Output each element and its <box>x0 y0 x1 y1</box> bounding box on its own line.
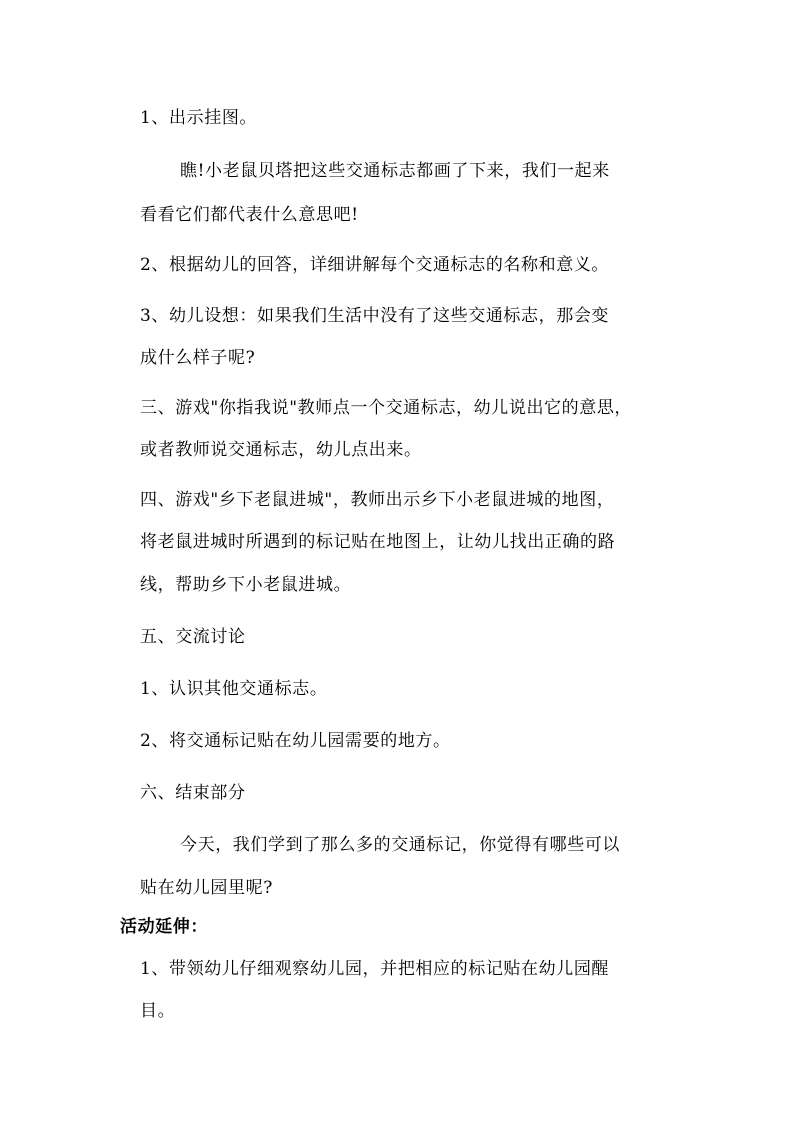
closing-paragraph-line-2: 贴在幼儿园里呢? <box>140 878 273 898</box>
step-3-imagine-line-2: 成什么样子呢? <box>140 348 256 368</box>
section-3-game-line-2: 或者教师说交通标志，幼儿点出来。 <box>140 440 422 460</box>
extension-item-1-line-1: 1、带领幼儿仔细观察幼儿园，并把相应的标记贴在幼儿园醒 <box>140 959 610 979</box>
section-4-game-line-1: 四、游戏"乡下老鼠进城"，教师出示乡下小老鼠进城的地图， <box>140 490 615 510</box>
paragraph-look-line-2: 看看它们都代表什么意思吧! <box>140 205 359 225</box>
section-5-item-2: 2、将交通标记贴在幼儿园需要的地方。 <box>140 731 451 751</box>
step-2-explain-signs: 2、根据幼儿的回答，详细讲解每个交通标志的名称和意义。 <box>140 255 610 275</box>
section-3-game-line-1: 三、游戏"你指我说"教师点一个交通标志，幼儿说出它的意思， <box>140 398 633 418</box>
section-5-item-1: 1、认识其他交通标志。 <box>140 679 328 699</box>
closing-paragraph-line-1: 今天，我们学到了那么多的交通标记，你觉得有哪些可以 <box>180 835 620 855</box>
section-6-heading: 六、结束部分 <box>140 783 246 803</box>
section-4-game-line-3: 线，帮助乡下小老鼠进城。 <box>140 575 352 595</box>
step-3-imagine-line-1: 3、幼儿设想：如果我们生活中没有了这些交通标志，那会变 <box>140 306 610 326</box>
step-1-show-poster: 1、出示挂图。 <box>140 108 258 128</box>
extension-item-1-line-2: 目。 <box>140 1001 176 1021</box>
section-5-heading: 五、交流讨论 <box>140 627 246 647</box>
paragraph-look-line-1: 瞧!小老鼠贝塔把这些交通标志都画了下来，我们一起来 <box>180 161 610 181</box>
activity-extension-heading: 活动延伸： <box>120 917 208 937</box>
section-4-game-line-2: 将老鼠进城时所遇到的标记贴在地图上，让幼儿找出正确的路 <box>140 532 616 552</box>
